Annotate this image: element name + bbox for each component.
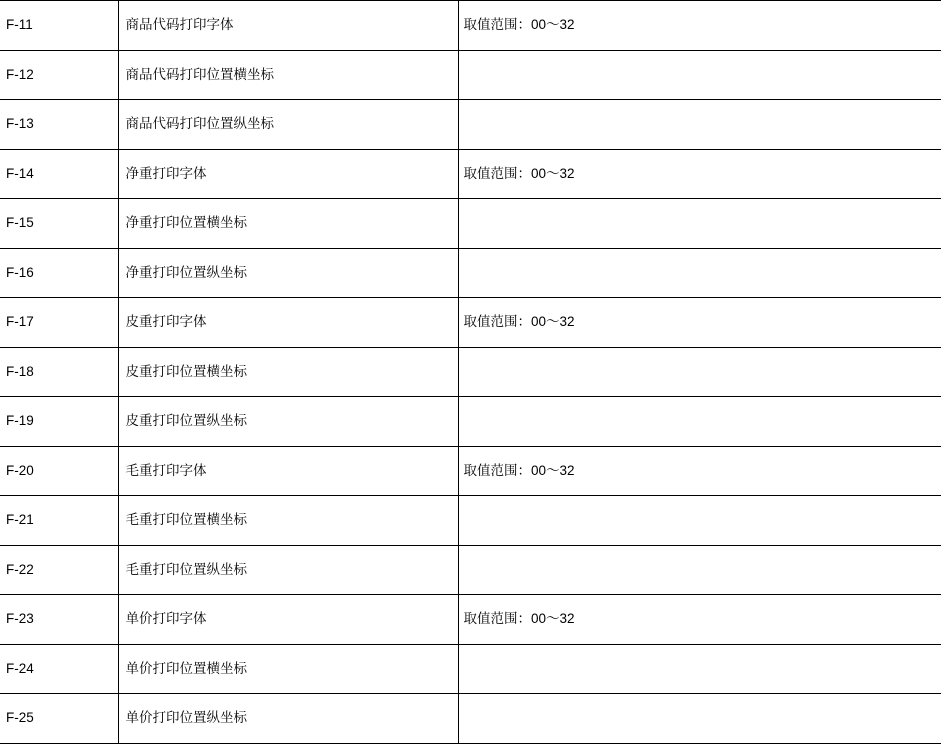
cell-range (458, 347, 941, 397)
code-text: F-11 (6, 17, 33, 33)
cell-name (118, 248, 458, 298)
code-text: F-14 (6, 165, 34, 181)
cell-name (118, 397, 458, 447)
cell-range (458, 644, 941, 694)
name-text: 商品代码打印位置横坐标 (125, 66, 274, 82)
code-text: F-19 (6, 413, 34, 429)
cell-name (118, 347, 458, 397)
code-text: F-21 (6, 512, 34, 528)
table-row (0, 347, 941, 397)
cell-range (458, 397, 941, 447)
table-row (0, 397, 941, 447)
cell-code (0, 298, 118, 348)
cell-name (118, 298, 458, 348)
table-row (0, 199, 941, 249)
name-text: 商品代码打印位置纵坐标 (125, 116, 274, 132)
cell-name (118, 644, 458, 694)
name-text: 皮重打印位置纵坐标 (125, 413, 247, 429)
name-text: 商品代码打印字体 (125, 17, 234, 33)
table-row (0, 644, 941, 694)
cell-code (0, 595, 118, 645)
range-text: 取值范围：00～32 (463, 611, 575, 627)
cell-name (118, 1, 458, 51)
code-text: F-22 (6, 561, 34, 577)
cell-range (458, 595, 941, 645)
name-text: 皮重打印位置横坐标 (125, 363, 247, 379)
name-text: 毛重打印位置横坐标 (125, 512, 247, 528)
cell-range (458, 50, 941, 100)
cell-range (458, 694, 941, 744)
table-row (0, 50, 941, 100)
cell-code (0, 397, 118, 447)
name-text: 皮重打印字体 (125, 314, 207, 330)
name-text: 净重打印位置纵坐标 (125, 264, 247, 280)
code-text: F-13 (6, 116, 34, 132)
cell-code (0, 694, 118, 744)
cell-code (0, 1, 118, 51)
table-body (0, 1, 941, 744)
cell-name (118, 545, 458, 595)
cell-code (0, 446, 118, 496)
range-text: 取值范围：00～32 (463, 165, 575, 181)
cell-range (458, 446, 941, 496)
range-text: 取值范围：00～32 (463, 17, 575, 33)
table-row (0, 298, 941, 348)
name-text: 单价打印位置纵坐标 (125, 710, 247, 726)
cell-name (118, 496, 458, 546)
code-text: F-24 (6, 660, 34, 676)
cell-range (458, 496, 941, 546)
cell-name (118, 149, 458, 199)
code-text: F-17 (6, 314, 34, 330)
cell-name (118, 100, 458, 150)
cell-name (118, 595, 458, 645)
name-text: 单价打印位置横坐标 (125, 660, 247, 676)
cell-range (458, 1, 941, 51)
cell-code (0, 644, 118, 694)
table-row (0, 149, 941, 199)
cell-code (0, 199, 118, 249)
name-text: 单价打印字体 (125, 611, 207, 627)
cell-name (118, 694, 458, 744)
table-row (0, 694, 941, 744)
cell-name (118, 446, 458, 496)
cell-code (0, 545, 118, 595)
code-text: F-25 (6, 710, 34, 726)
cell-range (458, 199, 941, 249)
cell-range (458, 298, 941, 348)
table-row (0, 1, 941, 51)
cell-code (0, 347, 118, 397)
range-text: 取值范围：00～32 (463, 462, 575, 478)
code-text: F-20 (6, 462, 34, 478)
cell-range (458, 545, 941, 595)
cell-name (118, 50, 458, 100)
name-text: 毛重打印字体 (125, 462, 207, 478)
cell-code (0, 248, 118, 298)
table-row (0, 248, 941, 298)
table-row (0, 100, 941, 150)
name-text: 毛重打印位置纵坐标 (125, 561, 247, 577)
name-text: 净重打印位置横坐标 (125, 215, 247, 231)
cell-range (458, 248, 941, 298)
code-text: F-12 (6, 66, 34, 82)
table-row (0, 545, 941, 595)
name-text: 净重打印字体 (125, 165, 207, 181)
code-text: F-18 (6, 363, 34, 379)
cell-range (458, 149, 941, 199)
range-text: 取值范围：00～32 (463, 314, 575, 330)
table-row (0, 446, 941, 496)
cell-code (0, 496, 118, 546)
table-row (0, 595, 941, 645)
cell-name (118, 199, 458, 249)
cell-code (0, 50, 118, 100)
code-text: F-15 (6, 215, 34, 231)
code-text: F-23 (6, 611, 34, 627)
cell-code (0, 149, 118, 199)
cell-code (0, 100, 118, 150)
table-row (0, 496, 941, 546)
code-text: F-16 (6, 264, 34, 280)
cell-range (458, 100, 941, 150)
